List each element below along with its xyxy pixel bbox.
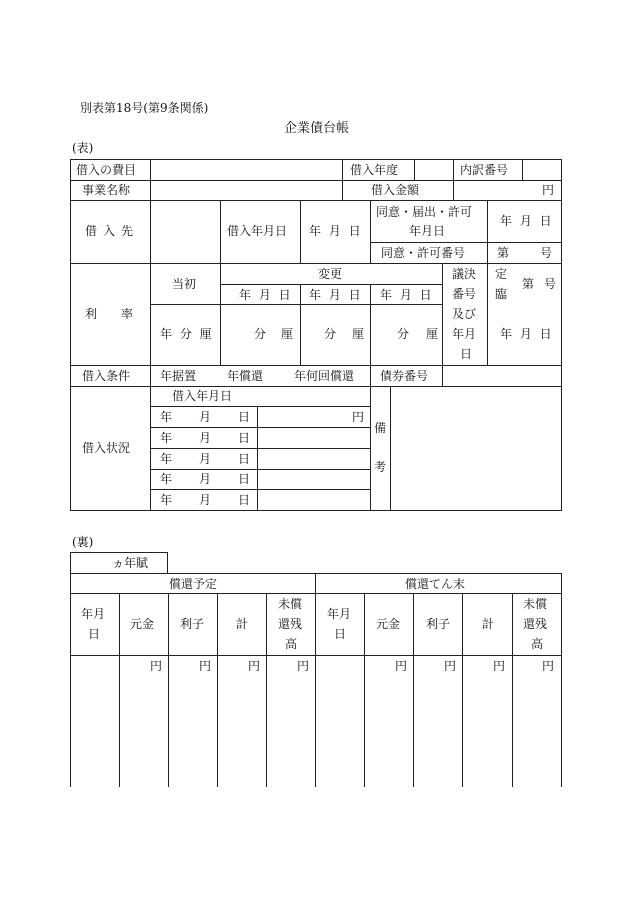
result-col-unpaid-3: 高 [531,637,544,651]
status-date-header: 借入年月日 [172,389,233,403]
borrow-cost-label: 借入の費目 [76,163,137,177]
status-month: 月 [199,472,212,486]
plan-col-date-1: 年月 [81,607,106,621]
change-label: 変更 [318,267,343,281]
times-label: 年何回償還 [294,369,355,383]
status-label: 借入状況 [82,441,131,455]
plan-yen-principal: 円 [150,659,163,673]
plan-col-principal: 元金 [130,617,155,631]
rate-bu-1: 分 [254,327,267,341]
change-date-3: 年 月 日 [380,288,432,302]
status-month: 月 [199,452,212,466]
status-year: 年 [160,410,173,424]
page-title: 企業債台帳 [284,121,350,136]
rate-rin-2: 厘 [352,327,365,341]
temp-label: 臨 [495,287,508,301]
status-yen: 円 [352,410,365,424]
result-yen-unpaid: 円 [542,659,555,673]
resolution-date: 年 月 日 [500,327,552,341]
fixed-label: 定 [495,267,508,281]
result-col-date-2: 日 [334,627,347,641]
status-day: 日 [238,493,251,507]
plan-col-total: 計 [236,617,249,631]
bond-no-label: 債券番号 [380,369,429,383]
plan-col-unpaid-2: 還残 [278,617,303,631]
plan-header: 償還予定 [169,577,218,591]
rate-bu-2: 分 [324,327,337,341]
plan-col-unpaid-3: 高 [285,637,298,651]
back-label: (裏) [72,535,94,549]
consent-no-go: 号 [540,246,553,260]
yen-unit: 円 [542,183,555,197]
plan-col-date-2: 日 [88,627,101,641]
repay-label: 年償還 [227,369,264,383]
detail-no-label: 内訳番号 [460,163,509,177]
status-day: 日 [238,472,251,486]
resolution-5: 日 [460,347,473,361]
plan-yen-interest: 円 [199,659,212,673]
plan-yen-unpaid: 円 [297,659,310,673]
borrow-date-ymd: 年 月 日 [309,224,361,238]
rate-rin-1: 厘 [281,327,294,341]
status-month: 月 [199,431,212,445]
result-col-date-1: 年月 [327,607,352,621]
result-header: 償還てん末 [405,577,466,591]
result-col-unpaid-1: 未償 [523,597,548,611]
annuity-label: ヵ年賦 [112,556,149,570]
consent-no-dai: 第 [497,246,510,260]
initial-label: 当初 [172,277,197,291]
change-date-1: 年 月 日 [239,288,291,302]
remarks-char-1: 備 [374,421,387,435]
resolution-4: 年月 [452,327,477,341]
deferral-label: 年据置 [160,369,197,383]
result-yen-principal: 円 [395,659,408,673]
status-year: 年 [160,472,173,486]
borrow-date-label: 借入年月日 [227,224,288,238]
borrow-year-label: 借入年度 [350,163,399,177]
rate-rin-3: 厘 [426,327,439,341]
result-col-interest: 利子 [426,617,451,631]
resolution-1: 議決 [452,267,477,281]
status-month: 月 [199,410,212,424]
rate-bu-3: 分 [397,327,410,341]
borrow-amount-label: 借入金額 [371,183,420,197]
consent-label-1: 同意・届出・許可 [376,205,473,219]
project-name-label: 事業名称 [82,183,131,197]
status-year: 年 [160,493,173,507]
status-month: 月 [199,493,212,507]
conditions-label: 借入条件 [82,369,131,383]
form-number: 別表第18号(第9条関係) [80,101,209,115]
result-col-principal: 元金 [376,617,401,631]
initial-rate-unit: 年 分 厘 [160,327,212,341]
remarks-char-2: 考 [374,460,387,474]
status-day: 日 [238,452,251,466]
result-yen-total: 円 [493,659,506,673]
status-year: 年 [160,431,173,445]
lender-label: 借入先 [85,224,140,238]
result-col-total: 計 [482,617,495,631]
result-yen-interest: 円 [444,659,457,673]
front-label: (表) [72,141,94,155]
status-day: 日 [238,410,251,424]
resolution-no: 第 号 [522,277,556,291]
interest-label: 利率 [85,307,158,321]
consent-date-ymd: 年 月 日 [500,214,552,228]
consent-label-2: 年月日 [409,224,446,238]
change-date-2: 年 月 日 [309,288,361,302]
status-year: 年 [160,452,173,466]
result-col-unpaid-2: 還残 [523,617,548,631]
plan-col-unpaid-1: 未償 [278,597,303,611]
status-day: 日 [238,431,251,445]
consent-no-label: 同意・許可番号 [381,246,466,260]
plan-yen-total: 円 [248,659,261,673]
plan-col-interest: 利子 [180,617,205,631]
resolution-3: 及び [452,307,477,321]
resolution-2: 番号 [452,287,477,301]
